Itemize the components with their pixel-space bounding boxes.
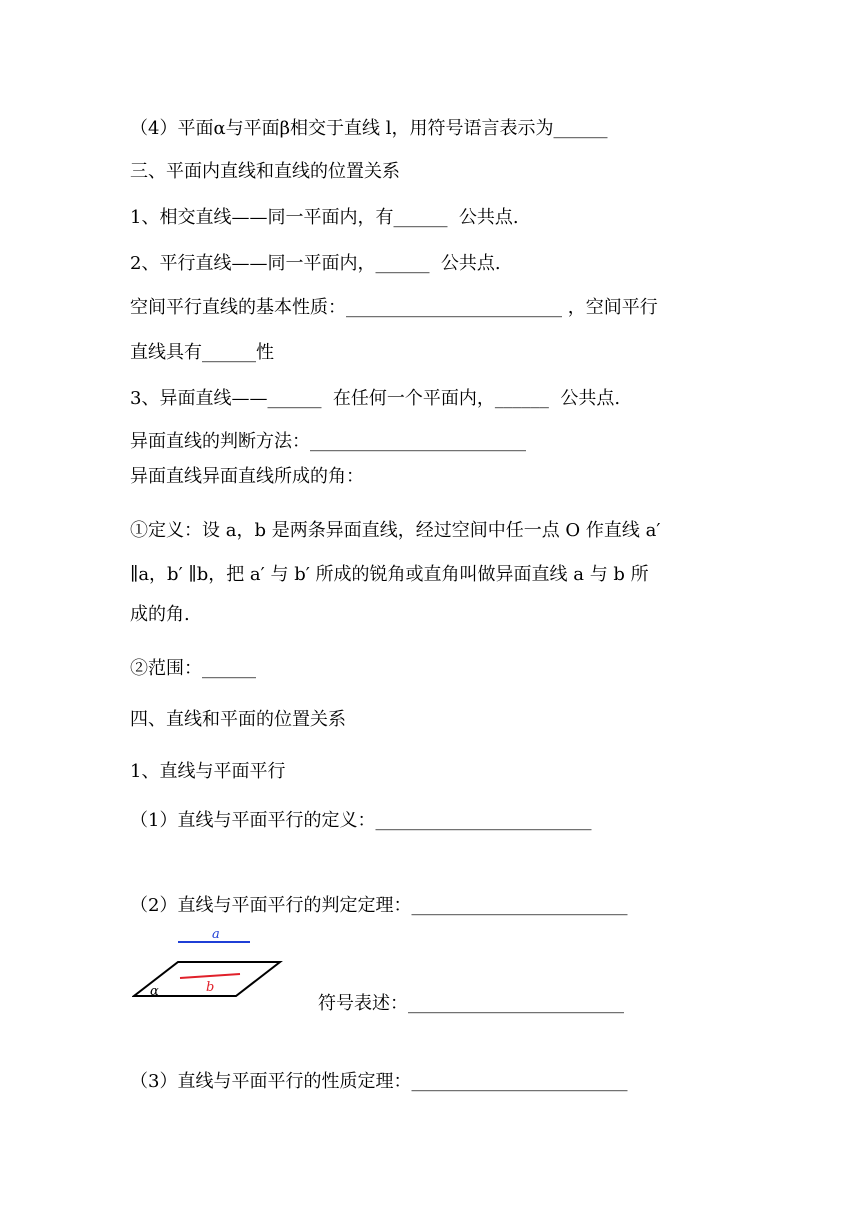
text-line-15: 1、直线与平面平行 [130,761,286,782]
text-line-18: 符号表述：________________________ [318,993,624,1014]
label-b: b [206,980,215,995]
text-line-1: （4）平面α与平面β相交于直线 l，用符号语言表示为______ [130,118,608,139]
text-line-6: 直线具有______性 [130,342,274,363]
text-line-17: （2）直线与平面平行的判定定理：________________________ [130,895,628,916]
text-line-3: 1、相交直线——同一平面内，有______ 公共点. [130,207,519,228]
text-line-5: 空间平行直线的基本性质：________________________ ，空间平行 [130,297,658,318]
text-line-12: 成的角. [130,604,190,625]
section-heading-3: 三、平面内直线和直线的位置关系 [130,161,400,182]
text-line-11: ∥a，b′ ∥b，把 a′ 与 b′ 所成的锐角或直角叫做异面直线 a 与 b 所 [130,564,649,585]
plane-line-figure [132,926,287,1001]
section-heading-4: 四、直线和平面的位置关系 [130,709,346,730]
text-line-4: 2、平行直线——同一平面内，______ 公共点. [130,253,501,274]
text-line-7: 3、异面直线——______ 在任何一个平面内，______ 公共点. [130,388,621,409]
text-line-13: ②范围：______ [130,658,256,679]
text-line-8: 异面直线的判断方法：________________________ [130,431,526,452]
text-line-19: （3）直线与平面平行的性质定理：________________________ [130,1071,628,1092]
label-a: a [212,927,220,942]
text-line-9: 异面直线异面直线所成的角： [130,466,364,487]
line-b [180,974,240,978]
text-line-10: ①定义：设 a，b 是两条异面直线，经过空间中任一点 O 作直线 a′ [130,520,661,541]
label-alpha: α [150,984,159,999]
text-line-16: （1）直线与平面平行的定义：________________________ [130,810,592,831]
